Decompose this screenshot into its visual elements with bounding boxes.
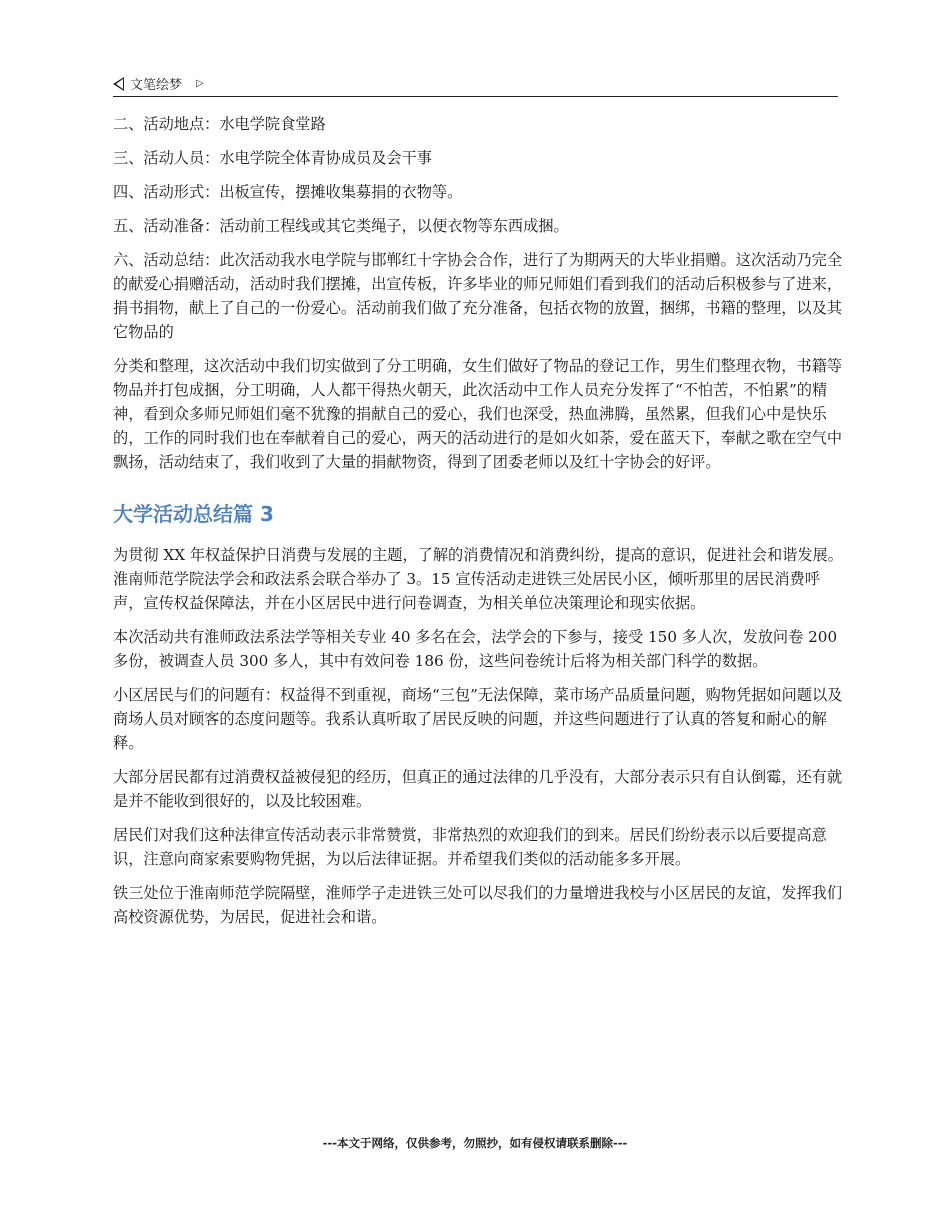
section-paragraph: 大部分居民都有过消费权益被侵犯的经历，但真正的通过法律的几乎没有，大部分表示只有自认倒霉，还有就是并不能收到很好的，以及比较困难。 — [113, 768, 842, 810]
paragraph-location: 二、活动地点：水电学院食堂路 — [113, 115, 326, 133]
paragraph-format: 四、活动形式：出板宣传，摆摊收集募捐的衣物等。 — [113, 183, 463, 201]
section-paragraph: 铁三处位于淮南师范学院隔壁，淮师学子走进铁三处可以尽我们的力量增进我校与小区居民的友谊，发挥我们高校资源优势，为居民，促进社会和谐。 — [113, 884, 842, 926]
page-header — [113, 70, 838, 97]
header-brand — [113, 74, 204, 93]
paragraph-personnel: 三、活动人员：水电学院全体青协成员及会干事 — [113, 149, 432, 167]
section-title: 大学活动总结篇 3 — [113, 502, 274, 526]
paragraph-summary: 六、活动总结：此次活动我水电学院与邯郸红十字协会合作，进行了为期两天的大毕业捐赠。这次活动乃完全的献爱心捐赠活动，活动时我们摆摊，出宣传板，许多毕业的师兄师姐们看到我们的活动后积极参与了进来，捐书捐物，献上了自己的一份爱心。活动前我们做了充分准备，包括衣物的放置，捆绑，书籍的整理，以及其它物品的 — [113, 251, 842, 341]
page-footer: ---本文于网络，仅供参考，勿照抄，如有侵权请联系删除--- — [322, 1136, 628, 1150]
section-paragraph: 小区居民与们的问题有：权益得不到重视，商场“三包”无法保障，菜市场产品质量问题，购物凭据如问题以及商场人员对顾客的态度问题等。我系认真听取了居民反映的问题，并这些问题进行了认真的答复和耐心的解释。 — [113, 686, 843, 752]
paragraph-summary-continued: 分类和整理，这次活动中我们切实做到了分工明确，女生们做好了物品的登记工作，男生们整理衣物，书籍等物品并打包成捆，分工明确，人人都干得热火朝天，此次活动中工作人员充分发挥了“不怕苦，不怕累”的精神，看到众多师兄师姐们毫不犹豫的捐献自己的爱心，我们也深受，热血沸腾，虽然累，但我们心中是快乐的，工作的同时我们也在奉献着自己的爱心，两天的活动进行的是如火如荼，爱在蓝天下，奉献之歌在空气中飘扬，活动结束了，我们收到了大量的捐献物资，得到了团委老师以及红十字协会的好评。 — [113, 357, 842, 471]
triangle-left-icon — [113, 77, 124, 91]
section-paragraph: 本次活动共有淮师政法系法学等相关专业 40 多名在会，法学会的下参与，接受 150 多人次，发放问卷 200 多份，被调查人员 300 多人，其中有效问卷 186 份，这些问卷统计后将为相关部门科学的数据。 — [113, 628, 838, 670]
document-body — [113, 112, 848, 939]
section-paragraph: 居民们对我们这种法律宣传活动表示非常赞赏，非常热烈的欢迎我们的到来。居民们纷纷表示以后要提高意识，注意向商家索要购物凭据，为以后法律证据。并希望我们类似的活动能多多开展。 — [113, 826, 827, 868]
triangle-right-icon: ▷ — [196, 78, 204, 89]
paragraph-preparation: 五、活动准备：活动前工程线或其它类绳子，以便衣物等东西成捆。 — [113, 217, 569, 235]
brand-name: 文笔绘梦 — [130, 78, 183, 93]
section-paragraph: 为贯彻 XX 年权益保护日消费与发展的主题，了解的消费情况和消费纠纷，提高的意识，促进社会和谐发展。淮南师范学院法学会和政法系会联合举办了 3。15 宣传活动走进铁三处居民小区，倾听那里的居民消费呼声，宣传权益保障法，并在小区居民中进行问卷调查，为相关单位决策理论和现实依据。 — [113, 546, 843, 612]
